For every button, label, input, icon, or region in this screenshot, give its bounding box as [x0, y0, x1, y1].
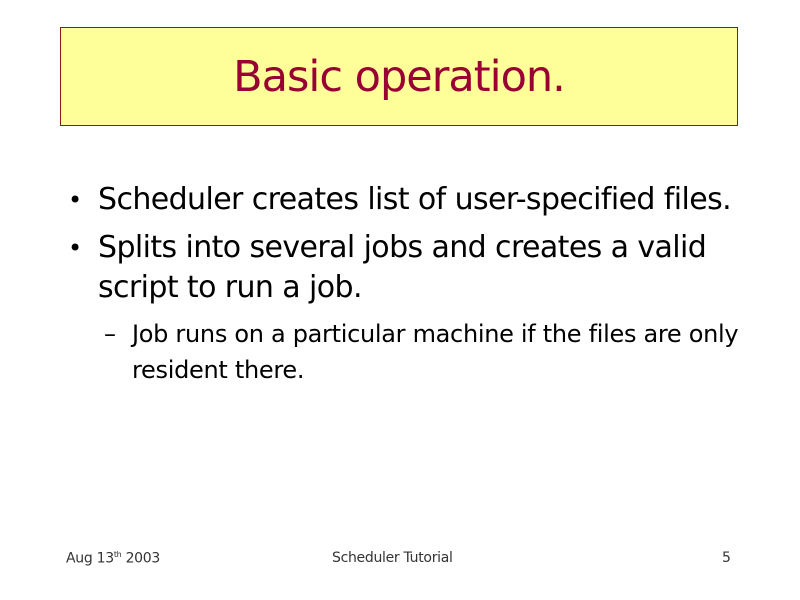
footer-page-number: 5 [722, 550, 731, 566]
sub-bullet-marker: – [104, 320, 116, 348]
footer-date-prefix: Aug 13 [66, 550, 114, 567]
slide-title: Basic operation. [233, 51, 565, 102]
bullet-item [62, 180, 742, 220]
footer-date [66, 550, 160, 567]
title-box [60, 27, 738, 126]
footer-date-suffix: 2003 [121, 550, 161, 567]
sub-bullet-text: Job runs on a particular machine if the files are only resident there. [132, 320, 739, 384]
bullet-text: Splits into several jobs and creates a valid script to run a job. [98, 230, 707, 305]
footer-date-sup: th [113, 550, 122, 559]
bullet-marker: • [68, 234, 82, 262]
bullet-text: Scheduler creates list of user-specified files. [98, 182, 732, 217]
bullet-item [62, 228, 742, 308]
sub-bullet-item [62, 316, 742, 388]
bullet-marker: • [68, 186, 82, 214]
slide-content [62, 180, 742, 388]
footer-title: Scheduler Tutorial [332, 550, 453, 566]
